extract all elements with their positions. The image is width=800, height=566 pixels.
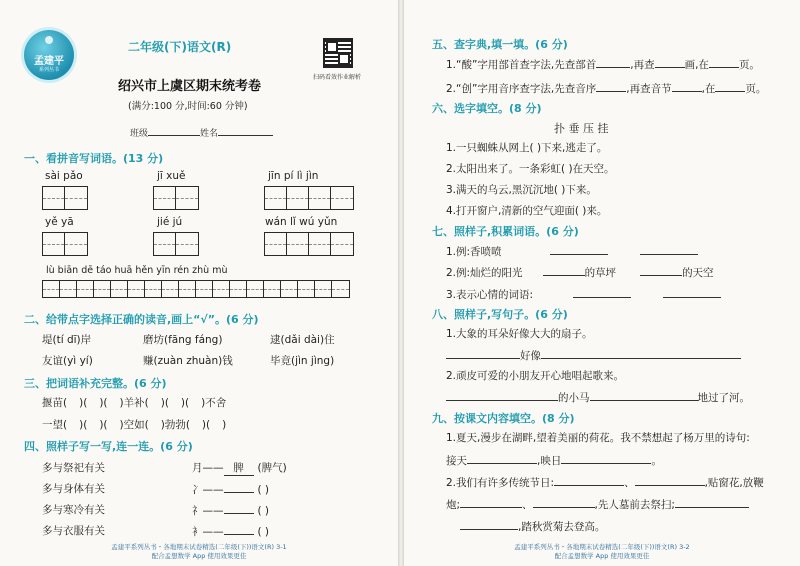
pronunciation-item[interactable]: 逮(dǎi dài)住 — [270, 334, 335, 346]
section-1-title: 一、看拼音写词语。(13 分) — [24, 152, 164, 165]
festival-line-1[interactable]: 2.我们有许多传统节日: 、 ,贴窗花,放鞭 — [446, 474, 764, 490]
poem-fill[interactable]: 接天 ,映日 。 — [446, 452, 662, 468]
section-5-title: 五、查字典,填一填。(6 分) — [432, 38, 568, 51]
writing-grid[interactable] — [153, 232, 199, 256]
section-7-title: 七、照样子,积累词语。(6 分) — [432, 225, 579, 238]
grade-label: 二年级(下)语文(R) — [128, 40, 232, 54]
left-page — [0, 0, 398, 566]
right-page — [404, 0, 800, 566]
pinyin-1: sài pǎo — [45, 170, 83, 182]
dict-line-2[interactable]: 2.“创”字用音序查字法,先查音序 ,再查音节 ,在 页。 — [446, 80, 766, 96]
pinyin-5: jié jú — [157, 216, 183, 228]
dict-line-1[interactable]: 1.“酸”字用部首查字法,先查部首 ,再查 画,在 页。 — [446, 56, 760, 72]
fill-item[interactable]: 2.太阳出来了。一条彩虹( )在天空。 — [446, 163, 615, 175]
qr-code-icon[interactable] — [323, 38, 353, 68]
festival-line-3[interactable]: ,踏秋赏菊去登高。 — [460, 518, 605, 534]
radical-row[interactable]: 礻—— ( ) — [192, 502, 269, 518]
section-4-title: 四、照样子写一写,连一连。(6 分) — [24, 440, 193, 453]
radical-row[interactable]: 冫—— ( ) — [192, 481, 269, 497]
section-9-title: 九、按课文内容填空。(8 分) — [432, 412, 575, 425]
sentence-fill-1[interactable]: 好像 — [446, 347, 741, 363]
sentence-example-1: 1.大象的耳朵好像大大的扇子。 — [446, 328, 593, 340]
qr-caption: 扫码看效作业解析 — [313, 74, 362, 81]
match-left-item[interactable]: 多与身体有关 — [42, 483, 105, 495]
pronunciation-item[interactable]: 赚(zuàn zhuàn)钱 — [143, 355, 233, 367]
choice-characters: 扑 垂 压 挂 — [554, 122, 609, 135]
class-field[interactable] — [130, 124, 200, 139]
pronunciation-item[interactable]: 友谊(yì yí) — [42, 355, 93, 367]
idiom-row-1[interactable]: 揠苗( )( )( )羊补( )( )( )不舍 — [42, 397, 227, 409]
idiom-row-2[interactable]: 一望( )( )( )空如( )勃勃( )( ) — [42, 419, 227, 431]
section-6-title: 六、选字填空。(8 分) — [432, 102, 542, 115]
pronunciation-item[interactable]: 磨坊(fāng fáng) — [143, 334, 223, 346]
class-label: 班级 — [130, 129, 149, 139]
writing-grid[interactable] — [264, 186, 354, 210]
pronunciation-item[interactable]: 堤(tí dī)岸 — [42, 334, 92, 346]
pinyin-3: jīn pí lì jìn — [268, 170, 319, 182]
brand-logo — [24, 30, 74, 80]
writing-grid[interactable] — [42, 232, 88, 256]
page-title: 绍兴市上虞区期末统考卷 — [118, 79, 262, 94]
logo-text: 孟建平 — [34, 56, 64, 67]
writing-grid[interactable] — [42, 280, 350, 298]
writing-grid[interactable] — [153, 186, 199, 210]
name-label: 姓名 — [200, 129, 219, 139]
section-3-title: 三、把词语补充完整。(6 分) — [24, 377, 167, 390]
footer-left: 孟建平系列丛书・各地期末试卷精选(二年级(下))语文(R) 3-1 配合孟想数学 App 使用效果更佳 — [111, 543, 287, 560]
logo-subtext: 系列丛书 — [38, 67, 59, 73]
example-row: 月—— 脾 (脾气) — [192, 462, 287, 474]
star-icon — [45, 36, 53, 44]
exam-meta: (满分:100 分,时间:60 分钟) — [128, 101, 248, 112]
fill-item[interactable]: 3.满天的乌云,黑沉沉地( )下来。 — [446, 184, 597, 196]
pinyin-2: jī xuě — [157, 170, 186, 182]
festival-line-2[interactable]: 炮; 、 ,先人墓前去祭扫; — [446, 496, 749, 512]
word-line-1[interactable]: 1.例:香喷喷 — [446, 243, 698, 259]
sentence-fill-2[interactable]: 的小马 地过了河。 — [446, 389, 750, 405]
match-left-item[interactable]: 多与衣服有关 — [42, 525, 105, 537]
match-left-item[interactable]: 多与寒冷有关 — [42, 504, 105, 516]
section-8-title: 八、照样子,写句子。(6 分) — [432, 308, 568, 321]
radical-row[interactable]: 衤—— ( ) — [192, 523, 269, 539]
footer-right: 孟建平系列丛书・各地期末试卷精选(二年级(下))语文(R) 3-2 配合孟想数学 App 使用效果更佳 — [514, 543, 690, 560]
fill-item[interactable]: 1.一只蜘蛛从网上( )下来,逃走了。 — [446, 142, 608, 154]
pinyin-7: lù biān dē táo huā hěn yīn rén zhù mù — [46, 265, 228, 276]
word-line-3[interactable]: 3.表示心情的词语: — [446, 286, 721, 302]
pronunciation-item[interactable]: 毕竟(jìn jìng) — [270, 355, 335, 367]
writing-grid[interactable] — [42, 186, 88, 210]
word-line-2[interactable]: 2.例:灿烂的阳光 的草坪 的天空 — [446, 264, 714, 280]
sentence-example-2: 2.顽皮可爱的小朋友开心地唱起歌来。 — [446, 370, 625, 382]
writing-grid[interactable] — [264, 232, 354, 256]
pinyin-6: wán lǐ wú yǔn — [265, 216, 338, 228]
pinyin-4: yě yā — [45, 216, 74, 228]
section-2-title: 二、给带点字选择正确的读音,画上“√”。(6 分) — [24, 313, 259, 326]
fill-item[interactable]: 4.打开窗户,清新的空气迎面( )来。 — [446, 205, 608, 217]
name-field[interactable] — [200, 124, 273, 139]
match-left-item[interactable]: 多与祭祀有关 — [42, 462, 105, 474]
poem-line: 1.夏天,漫步在湖畔,望着美丽的荷花。我不禁想起了杨万里的诗句: — [446, 432, 750, 444]
